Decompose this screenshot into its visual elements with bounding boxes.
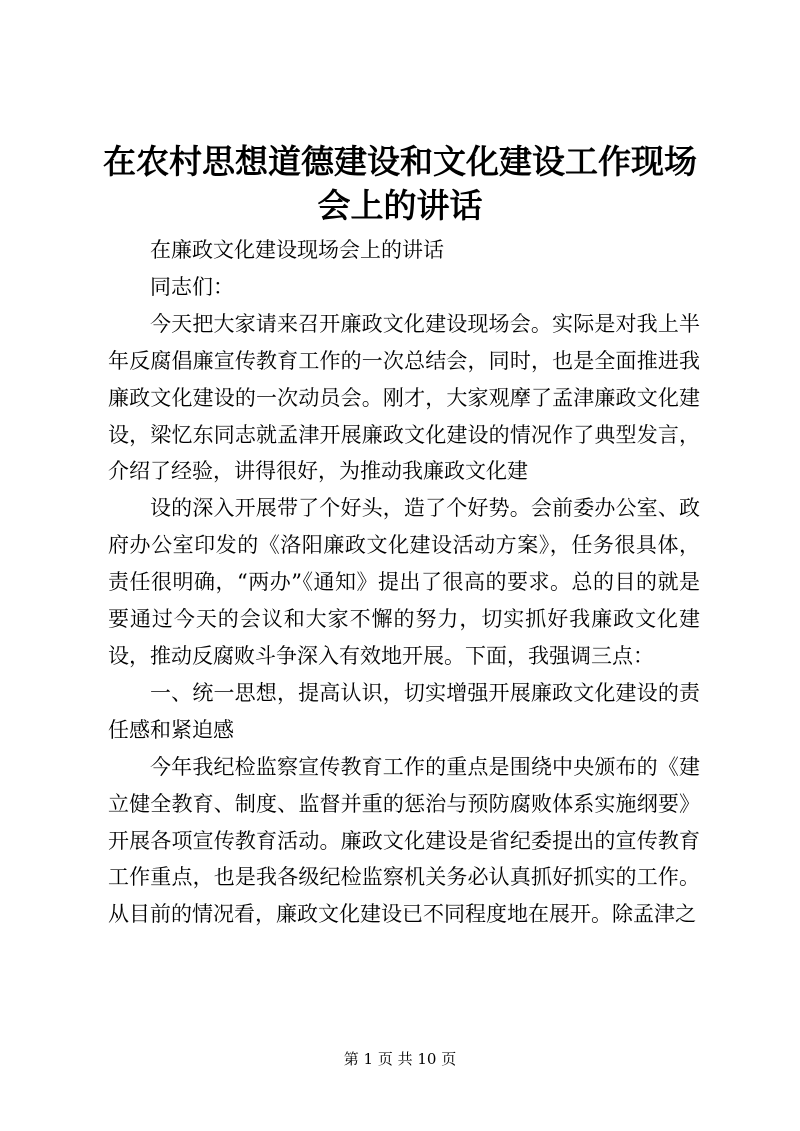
paragraph-section-1: 今年我纪检监察宣传教育工作的重点是围绕中央颁布的《建立健全教育、制度、监督并重的惩治与预防腐败体系实施纲要》开展各项宣传教育活动。廉政文化建设是省纪委提出的宣传教育工作重点，也是我各级纪检监察机关务必认真抓好抓实的工作。从目前的情况看，廉政文化建设已不同程度地在展开。除孟津之 bbox=[108, 754, 700, 927]
paragraph-subtitle: 在廉政文化建设现场会上的讲话 bbox=[150, 238, 444, 262]
section-heading-1: 一、统一思想，提高认识，切实增强开展廉政文化建设的责任感和紧迫感 bbox=[108, 680, 700, 742]
page-footer: 第 1 页 共 10 页 bbox=[343, 1050, 457, 1068]
document-body bbox=[108, 232, 700, 933]
paragraph-salutation: 同志们： bbox=[150, 274, 234, 299]
paragraph-opening: 今天把大家请来召开廉政文化建设现场会。实际是对我上半年反腐倡廉宣传教育工作的一次总结会，同时，也是全面推进我廉政文化建设的一次动员会。刚才，大家观摩了孟津廉政文化建设，梁忆东同志就孟津开展廉政文化建设的情况作了典型发言，介绍了经验，讲得很好，为推动我廉政文化建 bbox=[108, 311, 700, 484]
document-title: 在农村思想道德建设和文化建设工作现场会上的讲话 bbox=[103, 142, 697, 225]
paragraph-continuation: 设的深入开展带了个好头，造了个好势。会前委办公室、政府办公室印发的《洛阳廉政文化建设活动方案》，任务很具体，责任很明确，“两办”《通知》提出了很高的要求。总的目的就是要通过今天的会议和大家不懈的努力，切实抓好我廉政文化建设，推动反腐败斗争深入有效地开展。下面，我强调三点： bbox=[108, 496, 700, 668]
